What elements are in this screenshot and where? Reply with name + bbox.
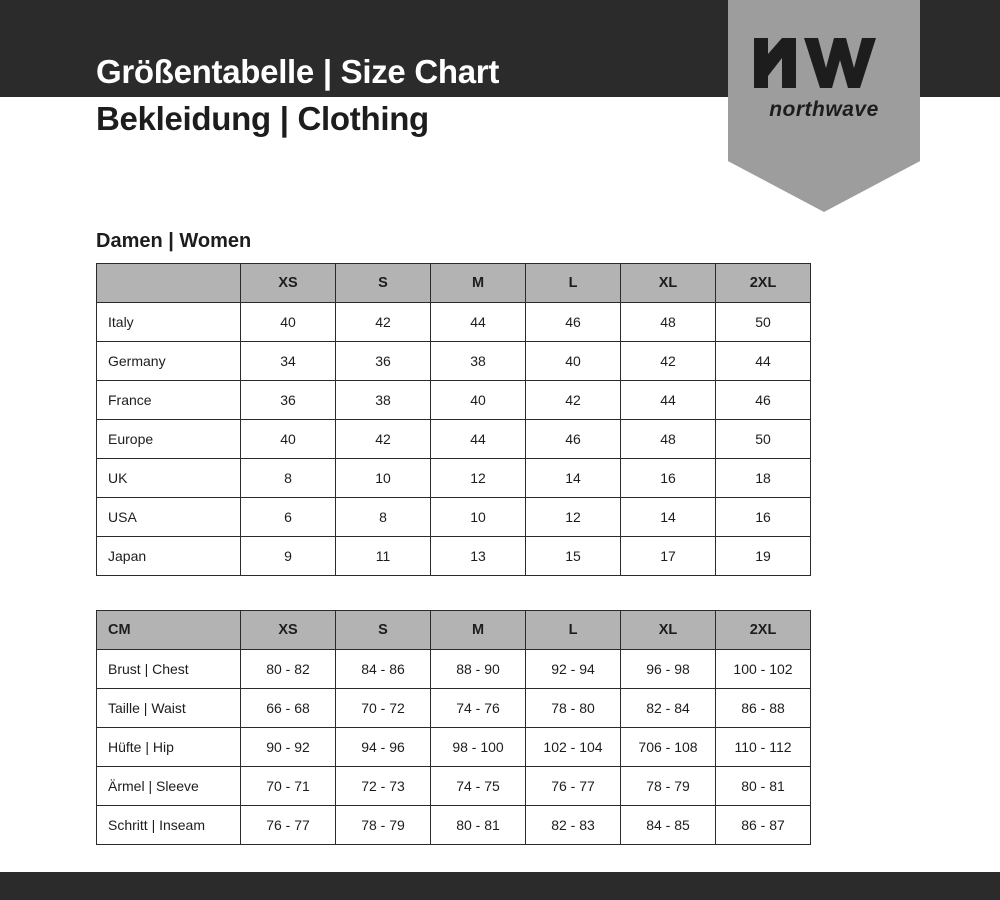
table-row (97, 381, 811, 420)
column-header: S (336, 611, 431, 650)
table-row (97, 537, 811, 576)
table-cell: 78 - 79 (621, 767, 716, 806)
row-label: UK (97, 459, 241, 498)
table-cell: 17 (621, 537, 716, 576)
table-cell: 40 (526, 342, 621, 381)
column-header: XL (621, 611, 716, 650)
table-cell: 98 - 100 (431, 728, 526, 767)
table-row (97, 767, 811, 806)
table-cell: 82 - 83 (526, 806, 621, 845)
row-label: Brust | Chest (97, 650, 241, 689)
table-cell: 44 (621, 381, 716, 420)
table-row (97, 689, 811, 728)
table-cell: 16 (716, 498, 811, 537)
column-header-unit: CM (97, 611, 241, 650)
row-label: Taille | Waist (97, 689, 241, 728)
table-cell: 42 (336, 303, 431, 342)
table-cell: 36 (336, 342, 431, 381)
table-cell: 14 (621, 498, 716, 537)
table-cell: 12 (526, 498, 621, 537)
table-cell: 86 - 88 (716, 689, 811, 728)
table-cell: 88 - 90 (431, 650, 526, 689)
table-cell: 10 (431, 498, 526, 537)
column-header: XS (241, 611, 336, 650)
brand-wordmark: northwave (769, 98, 879, 121)
table-cell: 110 - 112 (716, 728, 811, 767)
table-row (97, 650, 811, 689)
table-cell: 46 (716, 381, 811, 420)
nw-monogram-icon (752, 34, 896, 90)
row-label: Europe (97, 420, 241, 459)
row-label: Italy (97, 303, 241, 342)
table-row (97, 728, 811, 767)
table-cell: 78 - 79 (336, 806, 431, 845)
column-header: XS (241, 264, 336, 303)
column-header: 2XL (716, 264, 811, 303)
column-header: XL (621, 264, 716, 303)
column-header: L (526, 611, 621, 650)
table-cell: 14 (526, 459, 621, 498)
table-cell: 706 - 108 (621, 728, 716, 767)
table-cell: 76 - 77 (526, 767, 621, 806)
table-cell: 40 (241, 303, 336, 342)
table-cell: 48 (621, 420, 716, 459)
table-cell: 19 (716, 537, 811, 576)
page-title-line-1: Größentabelle | Size Chart (96, 53, 500, 90)
table-cell: 36 (241, 381, 336, 420)
body-measurements-table (96, 610, 811, 845)
table-header-row (97, 611, 811, 650)
table-cell: 96 - 98 (621, 650, 716, 689)
table-cell: 40 (431, 381, 526, 420)
table-cell: 94 - 96 (336, 728, 431, 767)
table-cell: 42 (336, 420, 431, 459)
table-cell: 46 (526, 303, 621, 342)
table-cell: 82 - 84 (621, 689, 716, 728)
table-cell: 42 (621, 342, 716, 381)
table-cell: 92 - 94 (526, 650, 621, 689)
column-header: L (526, 264, 621, 303)
table-cell: 18 (716, 459, 811, 498)
table-row (97, 459, 811, 498)
table-cell: 48 (621, 303, 716, 342)
table-cell: 70 - 71 (241, 767, 336, 806)
row-label: Germany (97, 342, 241, 381)
footer-band (0, 872, 1000, 900)
page-title-line-2: Bekleidung | Clothing (96, 100, 429, 137)
table-cell: 80 - 81 (716, 767, 811, 806)
table-cell: 100 - 102 (716, 650, 811, 689)
table-cell: 42 (526, 381, 621, 420)
row-label: Hüfte | Hip (97, 728, 241, 767)
table-cell: 8 (241, 459, 336, 498)
row-label: Japan (97, 537, 241, 576)
section-title: Damen | Women (96, 230, 252, 252)
table-cell: 78 - 80 (526, 689, 621, 728)
table-cell: 44 (431, 420, 526, 459)
table-cell: 50 (716, 420, 811, 459)
table-cell: 44 (716, 342, 811, 381)
table-cell: 84 - 86 (336, 650, 431, 689)
size-conversion-table (96, 263, 811, 576)
table-cell: 10 (336, 459, 431, 498)
table-cell: 90 - 92 (241, 728, 336, 767)
table-cell: 72 - 73 (336, 767, 431, 806)
table-cell: 11 (336, 537, 431, 576)
table-row (97, 303, 811, 342)
table-cell: 86 - 87 (716, 806, 811, 845)
table-cell: 40 (241, 420, 336, 459)
table-cell: 66 - 68 (241, 689, 336, 728)
table-cell: 8 (336, 498, 431, 537)
table-row (97, 342, 811, 381)
column-header: M (431, 611, 526, 650)
row-label: USA (97, 498, 241, 537)
table-cell: 74 - 76 (431, 689, 526, 728)
table-row (97, 806, 811, 845)
row-label: France (97, 381, 241, 420)
column-header: S (336, 264, 431, 303)
table-cell: 38 (336, 381, 431, 420)
table-cell: 15 (526, 537, 621, 576)
column-header: M (431, 264, 526, 303)
table-cell: 74 - 75 (431, 767, 526, 806)
table-header-row (97, 264, 811, 303)
table-cell: 9 (241, 537, 336, 576)
row-label: Ärmel | Sleeve (97, 767, 241, 806)
page-title (96, 52, 736, 140)
table-cell: 12 (431, 459, 526, 498)
column-header: 2XL (716, 611, 811, 650)
table-cell: 50 (716, 303, 811, 342)
table-row (97, 498, 811, 537)
row-label: Schritt | Inseam (97, 806, 241, 845)
table-cell: 84 - 85 (621, 806, 716, 845)
table-cell: 70 - 72 (336, 689, 431, 728)
table-cell: 80 - 82 (241, 650, 336, 689)
table-cell: 44 (431, 303, 526, 342)
table-cell: 46 (526, 420, 621, 459)
column-header (97, 264, 241, 303)
table-cell: 76 - 77 (241, 806, 336, 845)
table-cell: 34 (241, 342, 336, 381)
table-cell: 80 - 81 (431, 806, 526, 845)
table-cell: 102 - 104 (526, 728, 621, 767)
table-row (97, 420, 811, 459)
table-cell: 13 (431, 537, 526, 576)
table-cell: 6 (241, 498, 336, 537)
table-cell: 16 (621, 459, 716, 498)
brand-logo-badge (728, 0, 920, 212)
table-cell: 38 (431, 342, 526, 381)
